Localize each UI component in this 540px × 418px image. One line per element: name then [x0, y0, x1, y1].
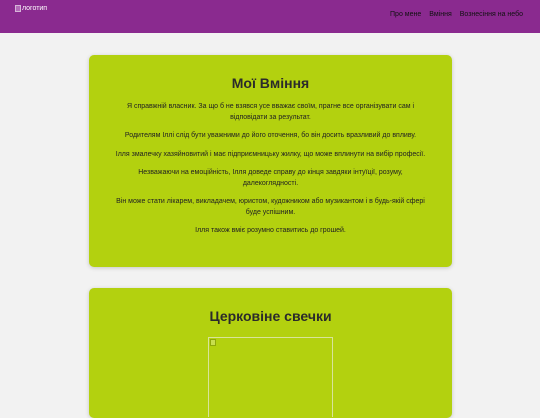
main-nav [390, 11, 523, 18]
candles-card [89, 288, 452, 418]
broken-image-icon [15, 5, 21, 12]
logo[interactable] [15, 5, 47, 12]
candles-title: Церковіне свечки [209, 308, 332, 324]
broken-image-icon [210, 339, 216, 346]
top-navbar [0, 0, 540, 33]
nav-link-about[interactable]: Про мене [390, 11, 422, 18]
skills-title: Мої Вміння [231, 75, 310, 91]
skills-card [89, 55, 452, 267]
skills-paragraph: Він може стати лікарем, викладачем, юристом, кудожником або музикантом і в будь-якій сфері буде успішним. [116, 198, 425, 216]
skills-paragraph: Ілля змалечку хазяйновитий і має підприємницьку жилку, що може вплинути на вибір професії. [115, 150, 426, 158]
candles-image [208, 337, 333, 417]
skills-paragraph: Ілля також вміє розумно ставитись до грошей. [195, 227, 346, 234]
skills-paragraph: Родителям Іллі слід бути уважними до його оточення, бо він досить вразливий до впливу. [124, 132, 417, 139]
skills-paragraph: Я справжній власник. За що б не взявся усе вважає своїм, прагне все організувати сам і відповідати за результат. [126, 103, 415, 121]
nav-link-ascension[interactable]: Вознесіння на небо [459, 11, 523, 18]
skills-paragraph: Незважаючи на емоційність, Ілля доведе справу до кінця завдяки інтуїції, розуму, далекоглядності. [138, 169, 403, 187]
logo-alt-text: логотип [22, 5, 48, 12]
nav-link-skills[interactable]: Вміння [429, 11, 452, 18]
